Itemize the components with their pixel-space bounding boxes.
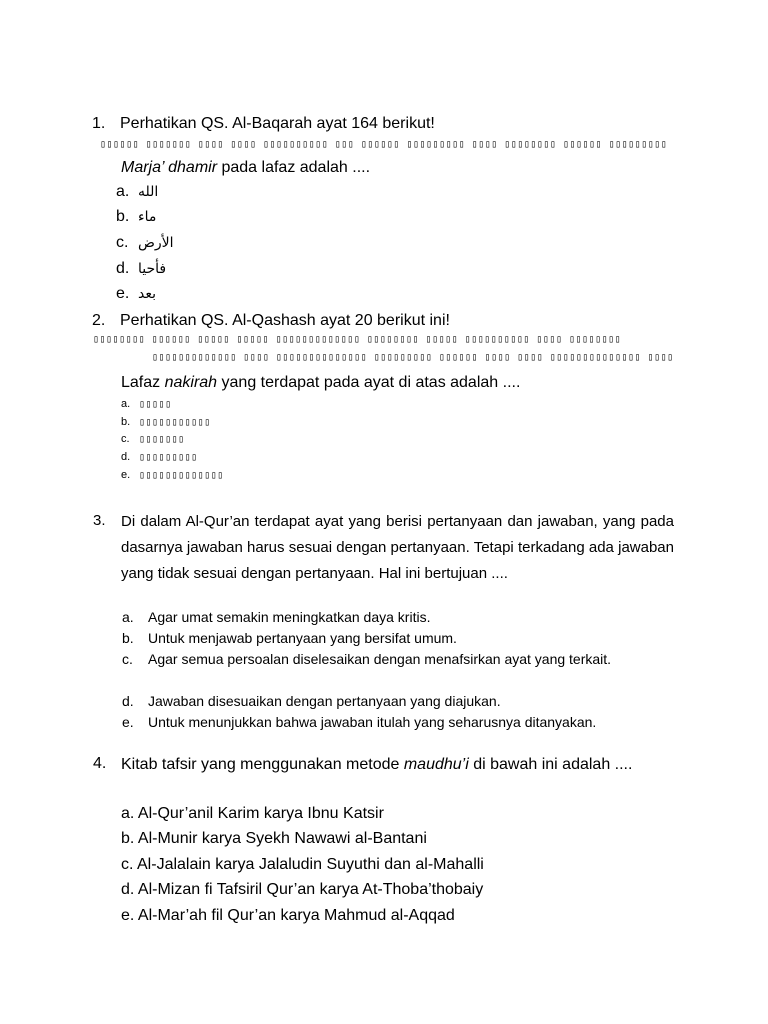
option-label: b.: [116, 208, 130, 225]
question-1-title: [92, 115, 435, 133]
question-3-text: Di dalam Al-Qur’an terdapat ayat yang berisi pertanyaan dan jawaban, yang pada dasarnya jawaban harus sesuai dengan pertanyaan. Tetapi terkadang ada jawaban yang tidak sesuai dengan pertanyaan. Hal ini bertujuan ....: [121, 513, 674, 582]
option-text: ▯▯▯▯▯▯▯▯▯▯▯▯▯: [139, 470, 224, 481]
prompt-italic-term: Marja’ dhamir: [121, 159, 218, 176]
option-label: c.: [122, 651, 133, 667]
option-label: a.: [116, 183, 130, 200]
question-1-option-d[interactable]: [116, 260, 166, 278]
option-text: Jawaban disesuaikan dengan pertanyaan yang diajukan.: [148, 693, 501, 709]
option-text: ▯▯▯▯▯▯▯: [139, 434, 185, 445]
question-4-text: [121, 752, 674, 778]
prompt-text: Lafaz: [121, 374, 165, 391]
option-text: Untuk menunjukkan bahwa jawaban itulah yang seharusnya ditanyakan.: [148, 714, 597, 730]
question-2-option-d[interactable]: [121, 451, 198, 463]
option-text: ▯▯▯▯▯: [139, 399, 172, 410]
option-text: ماء: [138, 209, 157, 225]
option-label: b.: [121, 416, 131, 428]
question-3-option-b[interactable]: [122, 628, 674, 648]
option-label: a.: [122, 609, 134, 625]
option-label: e.: [116, 285, 130, 302]
option-text: بعد: [138, 286, 156, 302]
question-2-verse-line-1: ▯▯▯▯▯▯▯▯ ▯▯▯▯▯▯ ▯▯▯▯▯ ▯▯▯▯▯ ▯▯▯▯▯▯▯▯▯▯▯▯▯ ▯▯▯▯▯▯▯▯ ▯▯▯▯▯ ▯▯▯▯▯▯▯▯▯▯ ▯▯▯▯ ▯▯▯▯▯▯▯▯: [93, 334, 622, 345]
question-4-option-b[interactable]: b. Al-Munir karya Syekh Nawawi al-Bantani: [121, 830, 427, 847]
question-2-option-e[interactable]: [121, 469, 224, 481]
option-text: ▯▯▯▯▯▯▯▯▯▯▯: [139, 417, 211, 428]
question-1-option-c[interactable]: [116, 234, 174, 252]
prompt-italic-term: nakirah: [164, 374, 218, 391]
question-4-option-c[interactable]: c. Al-Jalalain karya Jalaludin Suyuthi dan al-Mahalli: [121, 856, 484, 873]
question-text: Kitab tafsir yang menggunakan metode: [121, 756, 404, 773]
option-text: ▯▯▯▯▯▯▯▯▯: [139, 452, 198, 463]
question-2-title: [92, 312, 450, 330]
question-1-prompt: [121, 159, 370, 177]
question-1-option-e[interactable]: [116, 285, 156, 303]
option-text: Untuk menjawab pertanyaan yang bersifat umum.: [148, 630, 457, 646]
question-4-number: 4.: [93, 755, 107, 772]
question-number: 1.: [92, 115, 106, 132]
option-text: Agar semua persoalan diselesaikan dengan menafsirkan ayat yang terkait.: [148, 651, 612, 667]
question-2-verse-line-2: ▯▯▯▯▯▯▯▯▯▯▯▯▯ ▯▯▯▯ ▯▯▯▯▯▯▯▯▯▯▯▯▯▯ ▯▯▯▯▯▯▯▯▯ ▯▯▯▯▯▯ ▯▯▯▯ ▯▯▯▯ ▯▯▯▯▯▯▯▯▯▯▯▯▯▯ ▯▯▯▯: [152, 352, 674, 363]
question-2-option-a[interactable]: [121, 398, 172, 410]
option-label: c.: [121, 433, 130, 445]
question-title-text: Perhatikan QS. Al-Baqarah ayat 164 berikut!: [120, 115, 435, 132]
question-1-option-b[interactable]: [116, 208, 156, 226]
question-number: 2.: [92, 312, 106, 329]
prompt-text: yang terdapat pada ayat di atas adalah ....: [217, 374, 521, 391]
question-text: di bawah ini adalah ....: [468, 756, 633, 773]
option-label: d.: [121, 451, 131, 463]
question-3-option-d[interactable]: [122, 691, 674, 711]
question-1-option-a[interactable]: [116, 183, 158, 201]
question-2-option-b[interactable]: [121, 416, 211, 428]
option-label: d.: [122, 693, 134, 709]
question-1-verse: ▯▯▯▯▯▯ ▯▯▯▯▯▯▯ ▯▯▯▯ ▯▯▯▯ ▯▯▯▯▯▯▯▯▯▯ ▯▯▯ ▯▯▯▯▯▯ ▯▯▯▯▯▯▯▯▯ ▯▯▯▯ ▯▯▯▯▯▯▯▯ ▯▯▯▯▯▯ ▯▯▯▯▯▯▯▯▯: [100, 139, 668, 150]
question-3-option-e[interactable]: [122, 712, 674, 732]
option-text: الأرض: [138, 235, 174, 251]
option-label: e.: [121, 469, 131, 481]
question-2-option-c[interactable]: [121, 433, 185, 445]
option-label: d.: [116, 260, 130, 277]
option-label: b.: [122, 630, 134, 646]
question-3-option-c[interactable]: [122, 649, 674, 669]
option-text: الله: [138, 184, 159, 200]
option-text: Agar umat semakin meningkatkan daya kritis.: [148, 609, 431, 625]
option-label: c.: [116, 234, 129, 251]
question-4-option-e[interactable]: e. Al-Mar’ah fil Qur’an karya Mahmud al-Aqqad: [121, 907, 455, 924]
question-4-option-d[interactable]: d. Al-Mizan fi Tafsiril Qur’an karya At-Thoba’thobaiy: [121, 881, 484, 898]
question-italic-term: maudhu’i: [403, 756, 469, 773]
option-label: e.: [122, 714, 134, 730]
prompt-text: pada lafaz adalah ....: [217, 159, 371, 176]
option-text: فأحيا: [138, 261, 167, 277]
question-2-prompt: [121, 374, 520, 392]
question-title-text: Perhatikan QS. Al-Qashash ayat 20 berikut ini!: [120, 312, 450, 329]
question-3-number: 3.: [93, 512, 106, 529]
question-4-option-a[interactable]: a. Al-Qur’anil Karim karya Ibnu Katsir: [121, 805, 384, 822]
question-3-option-a[interactable]: [122, 607, 674, 627]
option-label: a.: [121, 398, 131, 410]
